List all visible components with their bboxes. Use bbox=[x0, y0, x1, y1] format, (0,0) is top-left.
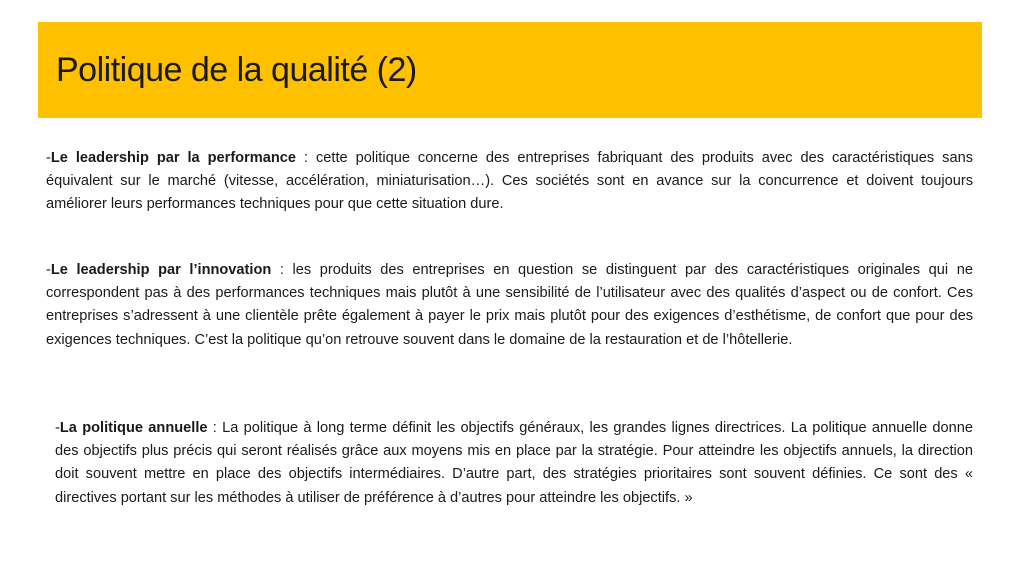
paragraph-politique-annuelle bbox=[55, 417, 973, 510]
term-leadership-performance: Le leadership par la performance bbox=[50, 150, 297, 166]
bullet-dash: - bbox=[46, 262, 51, 278]
term-separator: : bbox=[271, 262, 293, 278]
paragraph-leadership-performance bbox=[46, 147, 973, 217]
paragraph-text: La politique à long terme définit les objectifs généraux, les grandes lignes directrices. La politique annuelle donne des objectifs plus précis qui seront réalisés grâce aux moyens mis en place par la stratégie. Pour atteindre les objectifs annuels, la direction doit souvent mettre en place des objectifs intermédiaires. D’autre part, des stratégies prioritaires sont souvent définies. Ce sont des « directives portant sur les méthodes à utiliser de préférence à d’autres pour atteindre les objectifs. » bbox=[55, 420, 973, 506]
bullet-dash: - bbox=[55, 420, 60, 436]
paragraph-text: cette politique concerne des entreprises fabriquant des produits avec des caractéristiques sans équivalent sur le marché (vitesse, accélération, miniaturisation…). Ces sociétés sont en avance sur la concurrence et doivent toujours améliorer leurs performances techniques pour que cette situation dure. bbox=[46, 150, 973, 213]
term-politique-annuelle: La politique annuelle bbox=[59, 420, 208, 436]
title-banner bbox=[38, 22, 982, 118]
paragraph-leadership-innovation bbox=[46, 259, 973, 352]
term-leadership-innovation: Le leadership par l’innovation bbox=[50, 262, 272, 278]
bullet-dash: - bbox=[46, 150, 51, 166]
term-separator: : bbox=[207, 420, 223, 436]
paragraph-text: les produits des entreprises en question se distinguent par des caractéristiques originales qui ne correspondent pas à des performances techniques mais plutôt à une sensibilité de l’utilisateur avec des qualités d’aspect ou de confort. Ces entreprises s’adressent à une clientèle prête également à payer le prix mais plutôt pour des exigences d’esthétisme, de confort que pour des exigences techniques. C’est la politique qu’on retrouve souvent dans le domaine de la restauration et de l’hôtellerie. bbox=[46, 262, 973, 348]
term-separator: : bbox=[296, 150, 316, 166]
slide-title: Politique de la qualité (2) bbox=[56, 51, 417, 89]
